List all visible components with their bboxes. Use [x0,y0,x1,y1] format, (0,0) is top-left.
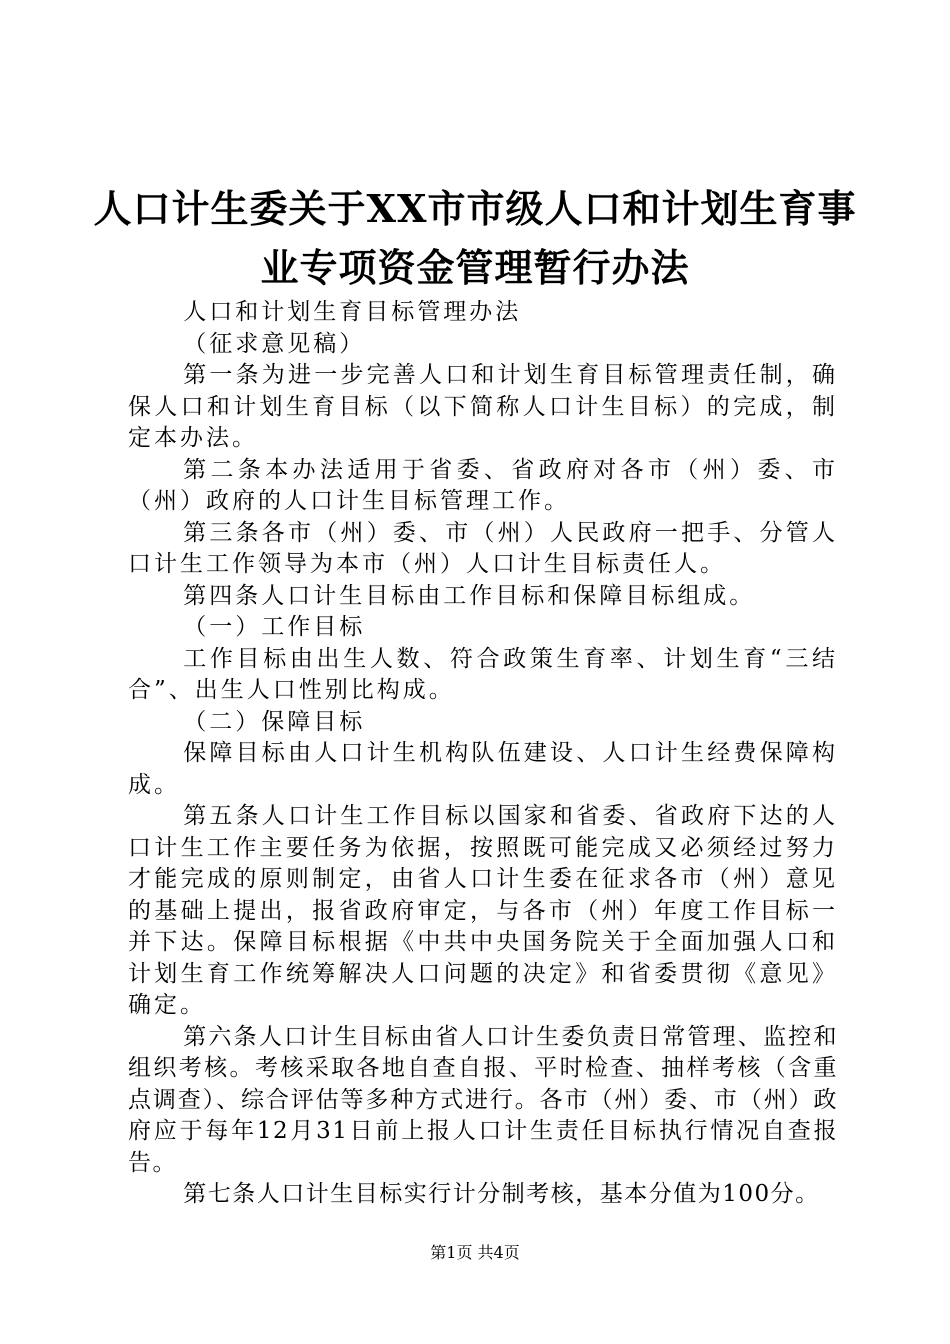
paragraph-subtitle: 人口和计划生育目标管理办法 [183,299,522,325]
page-indicator: 第1页 共4页 [430,1243,520,1262]
paragraph-article-5: 第五条人口计生工作目标以国家和省委、省政府下达的人口计生工作主要任务为依据，按照既可能完成又必须经过努力才能完成的原则制定，由省人口计生委在征求各市（州）意见的基础上提出，报省政府审定，与各市（州）年度工作目标一并下达。保障目标根据《中共中央国务院关于全面加强人口和计划生育工作统筹解决人口问题的决定》和省委贯彻《意见》确定。 [128,803,838,1018]
document-title-line-2: 业专项资金管理暂行办法 [260,245,690,290]
paragraph-support-target: 保障目标由人口计生机构队伍建设、人口计生经费保障构成。 [128,740,838,798]
paragraph-article-3: 第三条各市（州）委、市（州）人民政府一把手、分管人口计生工作领导为本市（州）人口计生目标责任人。 [128,519,838,577]
paragraph-work-target: 工作目标由出生人数、符合政策生育率、计划生育“三结合”、出生人口性别比构成。 [128,645,838,703]
paragraph-article-2: 第二条本办法适用于省委、省政府对各市（州）委、市（州）政府的人口计生目标管理工作。 [128,456,838,514]
paragraph-work-target-heading: （一）工作目标 [183,614,366,640]
paragraph-draft-note: （征求意见稿） [183,330,366,357]
paragraph-article-6: 第六条人口计生目标由省人口计生委负责日常管理、监控和组织考核。考核采取各地自查自报、平时检查、抽样考核（含重点调查）、综合评估等多种方式进行。各市（州）委、市（州）政府应于每年12月31日前上报人口计生责任目标执行情况自查报告。 [128,1023,838,1176]
paragraph-article-4: 第四条人口计生目标由工作目标和保障目标组成。 [183,582,756,609]
paragraph-support-target-heading: （二）保障目标 [183,708,366,735]
document-body [128,297,838,1211]
document-title-line-1: 人口计生委关于XX市市级人口和计划生育事 [93,186,857,231]
paragraph-article-1: 第一条为进一步完善人口和计划生育目标管理责任制，确保人口和计划生育目标（以下简称人口计生目标）的完成，制定本办法。 [128,362,838,451]
paragraph-article-7: 第七条人口计生目标实行计分制考核，基本分值为100分。 [183,1181,820,1207]
